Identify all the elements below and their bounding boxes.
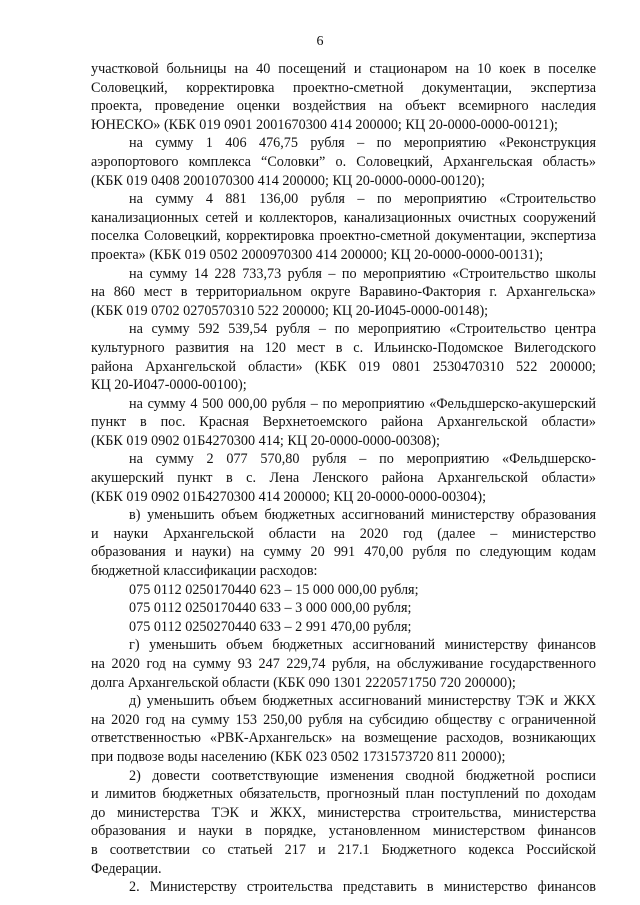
page-number: 6 — [316, 34, 324, 49]
text-line: акушерский пункт в с. Лена Ленского района Архангельской области» — [91, 470, 596, 487]
text-line: Федерации. — [91, 860, 162, 877]
text-line: аэропортового комплекса “Соловки” о. Соловецкий, Архангельская область» — [91, 153, 596, 170]
text-line: поселка Соловецкий, корректировка проектно-сметной документации, экспертиза — [91, 228, 596, 245]
text-line: ответственностью «РВК-Архангельск» на возмещение расходов, возникающих — [91, 730, 596, 747]
text-line: при подвозе воды населению (КБК 023 0502 1731573720 811 20000); — [91, 748, 506, 765]
text-line: на сумму 2 077 570,80 рубля – по мероприятию «Фельдшерско- — [129, 451, 596, 468]
text-line: образования и науки в порядке, установленном министерством финансов — [91, 823, 596, 840]
text-line: района Архангельской области» (КБК 019 0801 2530470310 522 200000; — [91, 358, 596, 375]
text-line: 2. Министерству строительства представить в министерство финансов — [129, 879, 596, 896]
text-line: проекта, проведение оценки воздействия на объект всемирного наследия — [91, 98, 596, 115]
text-line: на сумму 4 500 000,00 рубля – по мероприятию «Фельдшерско-акушерский — [129, 395, 596, 412]
text-line: на сумму 4 881 136,00 рубля – по мероприятию «Строительство — [129, 191, 596, 208]
text-line: образования и науки) на сумму 20 991 470,00 рубля по следующим кодам — [91, 544, 596, 561]
text-line: и лимитов бюджетных обязательств, прогнозный план поступлений по доходам — [91, 786, 596, 803]
text-line: д) уменьшить объем бюджетных ассигнований министерству ТЭК и ЖКХ — [129, 693, 596, 710]
text-line: ЮНЕСКО» (КБК 019 0901 2001670300 414 200000; КЦ 20-0000-0000-00121); — [91, 116, 558, 133]
text-line: 075 0112 0250170440 623 – 15 000 000,00 рубля; — [129, 581, 419, 598]
text-line: КЦ 20-И047-0000-00100); — [91, 377, 247, 394]
text-line: 2) довести соответствующие изменения сводной бюджетной росписи — [129, 767, 596, 784]
text-line: (КБК 019 0902 01Б4270300 414 200000; КЦ 20-0000-0000-00304); — [91, 488, 487, 505]
text-line: 075 0112 0250270440 633 – 2 991 470,00 рубля; — [129, 618, 412, 635]
text-line: в соответствии со статьей 217 и 217.1 Бюджетного кодекса Российской — [91, 841, 596, 858]
text-line: (КБК 019 0902 01Б4270300 414; КЦ 20-0000-0000-00308); — [91, 432, 440, 449]
text-line: 075 0112 0250170440 633 – 3 000 000,00 рубля; — [129, 600, 412, 617]
text-line: на сумму 14 228 733,73 рубля – по мероприятию «Строительство школы — [129, 265, 596, 282]
document-body — [91, 60, 596, 897]
text-line: на сумму 1 406 476,75 рубля – по мероприятию «Реконструкция — [129, 135, 596, 152]
text-line: (КБК 019 0408 2001070300 414 200000; КЦ 20-0000-0000-00120); — [91, 172, 485, 189]
text-line: долга Архангельской области (КБК 090 1301 2220571750 720 200000); — [91, 674, 516, 691]
text-line: г) уменьшить объем бюджетных ассигнований министерству финансов — [129, 637, 596, 654]
text-line: на 860 мест в территориальном округе Варавино-Фактория г. Архангельска» — [91, 284, 596, 301]
text-line: до министерства ТЭК и ЖКХ, министерства строительства, министерства — [91, 804, 596, 821]
text-line: пункт в пос. Красная Верхнетоемского района Архангельской области» — [91, 414, 596, 431]
text-line: проекта» (КБК 019 0502 2000970300 414 200000; КЦ 20-0000-0000-00131); — [91, 246, 544, 263]
text-line: канализационных сетей и коллекторов, канализационных очистных сооружений — [91, 209, 596, 226]
text-line: бюджетной классификации расходов: — [91, 563, 318, 580]
text-line: на 2020 год на сумму 153 250,00 рубля на субсидию обществу с ограниченной — [91, 711, 596, 728]
text-line: на сумму 592 539,54 рубля – по мероприятию «Строительство центра — [129, 321, 596, 338]
text-line: культурного развития на 120 мест в с. Ильинско-Подомское Вилегодского — [91, 339, 596, 356]
text-line: в) уменьшить объем бюджетных ассигнований министерству образования — [129, 507, 596, 524]
text-line: Соловецкий, корректировка проектно-сметной документации, экспертиза — [91, 79, 596, 96]
text-line: и науки Архангельской области на 2020 год (далее – министерство — [91, 525, 596, 542]
text-line: (КБК 019 0702 0270570310 522 200000; КЦ 20-И045-0000-00148); — [91, 302, 489, 319]
text-line: на 2020 год на сумму 93 247 229,74 рубля, на обслуживание государственного — [91, 656, 596, 672]
text-line: участковой больницы на 40 посещений и стационаром на 10 коек в поселке — [91, 61, 596, 77]
